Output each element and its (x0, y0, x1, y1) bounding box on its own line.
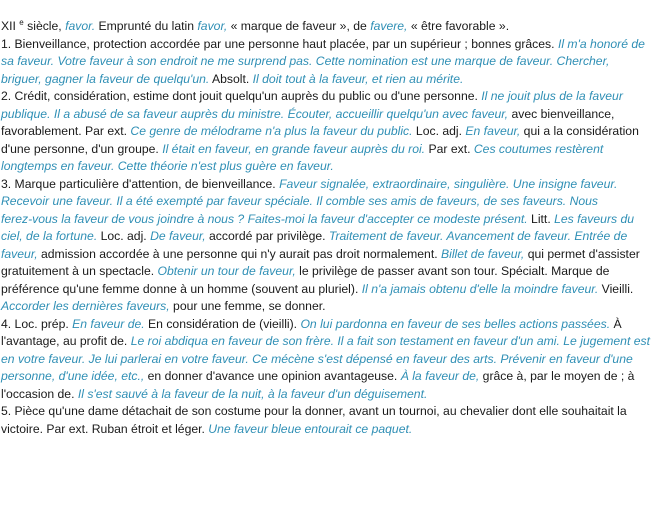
definition-text: le privilège de passer avant son tour. Spécialt. Marque de (295, 264, 610, 278)
definition-text: siècle, (23, 19, 66, 33)
entry-line (1, 106, 648, 124)
definition-text: XII (1, 19, 20, 33)
example-text: Il ne jouit plus de la faveur (481, 89, 623, 103)
definition-text: Loc. adj. (412, 124, 466, 138)
definition-text: Litt. (527, 211, 555, 226)
entry-line (1, 246, 648, 264)
entry-line (1, 351, 648, 369)
definition-text: 1. Bienveillance, protection accordée par une personne haut placée, par un supérieur ; bonnes grâces. (1, 36, 558, 51)
entry-line (1, 263, 648, 281)
example-text: publique. Il a abusé de sa faveur auprès du ministre. Écouter, accueillir quelqu'un avec faveur, (1, 106, 509, 121)
definition-text: accordé par privilège. (205, 229, 329, 243)
example-text: Il n'a jamais obtenu d'elle la moindre faveur. (361, 281, 599, 296)
entry-line (1, 36, 648, 54)
example-text: favere, (370, 19, 408, 33)
definition-text: pour une femme, se donner. (169, 299, 326, 313)
century-superscript: e (19, 18, 24, 27)
example-text: Accorder les dernières faveurs, (1, 299, 170, 313)
example-text: On lui pardonna en faveur de ses belles actions passées. (300, 316, 611, 331)
definition-text: Emprunté du latin (95, 19, 198, 33)
definition-text: Absolt. (209, 71, 253, 86)
example-text: De faveur, (150, 229, 206, 243)
example-text: Une faveur bleue entourait ce paquet. (208, 421, 413, 436)
definition-text: d'une personne, d'un groupe. (1, 141, 163, 156)
entry-line (1, 71, 648, 89)
entry-line (1, 368, 648, 386)
entry-line (1, 386, 648, 404)
definition-text: qui permet d'assister (524, 246, 640, 261)
definition-text: en donner d'avance une opinion avantageuse. (144, 369, 401, 383)
example-text: Ces coutumes restèrent (473, 141, 604, 156)
entry-line (1, 281, 648, 299)
entry-line (1, 193, 648, 211)
example-text: briguer, gagner la faveur de quelqu'un. (1, 71, 210, 86)
definition-text: avec bienveillance, (508, 106, 615, 121)
definition-text: qui a la considération (520, 124, 639, 138)
example-text: Faveur signalée, extraordinaire, singulière. Une insigne faveur. (279, 176, 618, 191)
example-text: faveur, (1, 246, 38, 261)
definition-text: 3. Marque particulière d'attention, de bienveillance. (1, 176, 280, 191)
example-text: personne, d'une idée, etc., (1, 369, 145, 383)
example-text: En faveur, (465, 124, 521, 138)
example-text: En faveur de. (72, 316, 145, 331)
example-text: Le roi abdiqua en faveur de son frère. Il a fait son testament en faveur d'un ami. Le jugement est (130, 334, 650, 348)
entry-line (1, 228, 648, 246)
definition-text: Par ext. (425, 141, 474, 156)
entry-line (1, 421, 648, 439)
definition-text: admission accordée à une personne qui n'y aurait pas droit normalement. (37, 246, 441, 261)
definition-text: préférence qu'une femme donne à un homme (souvent au pluriel). (1, 281, 362, 296)
definition-text: l'occasion de. (1, 386, 78, 401)
example-text: Traitement de faveur. Avancement de faveur. Entrée de (328, 229, 628, 243)
entry-line (1, 123, 648, 141)
example-text: longtemps en faveur. Cette théorie n'est plus guère en faveur. (1, 159, 334, 173)
definition-text: favorablement. Par ext. (1, 124, 131, 138)
entry-line (1, 18, 648, 36)
entry-line (1, 88, 648, 106)
example-text: À la faveur de, (400, 369, 480, 383)
definition-text: En considération de (vieilli). (144, 316, 301, 331)
example-text: favor. (65, 19, 96, 33)
example-text: favor, (197, 19, 228, 33)
entry-line (1, 141, 648, 159)
example-text: en votre faveur. Je lui parlerai en votre faveur. Ce mécène s'est dépensé en faveur des arts. Prévenir en faveur d'une (1, 351, 633, 366)
definition-text: « marque de faveur », de (227, 19, 371, 33)
definition-text: « être favorable ». (407, 19, 510, 33)
example-text: ferez-vous la faveur de vous joindre à nous ? Faites-moi la faveur d'accepter ce modeste présent. (1, 211, 528, 226)
definition-text: gratuitement à un spectacle. (1, 264, 158, 278)
entry-line (1, 333, 648, 351)
example-text: Obtenir un tour de faveur, (157, 264, 296, 278)
definition-text: l'avantage, au profit de. (1, 334, 131, 348)
example-text: Il m'a honoré de (557, 36, 645, 51)
example-text: Recevoir une faveur. Il a été exempté par faveur spéciale. Il comble ses amis de faveurs, de ses faveurs. Nous (1, 194, 599, 208)
definition-text: Loc. adj. (97, 229, 151, 243)
entry-line (1, 316, 648, 334)
entry-line (1, 211, 648, 229)
example-text: Ce genre de mélodrame n'a plus la faveur du public. (130, 124, 413, 138)
definition-text: 2. Crédit, considération, estime dont jouit quelqu'un auprès du public ou d'une personne. (1, 89, 482, 103)
example-text: sa faveur. Votre faveur à son endroit ne me surprend pas. Cette nomination est une marque de faveur. Chercher, (1, 54, 610, 68)
example-text: ciel, de la fortune. (1, 229, 98, 243)
example-text: Il doit tout à la faveur, et rien au mérite. (252, 71, 464, 86)
entry-line (1, 53, 648, 71)
definition-text: victoire. Par ext. Ruban étroit et léger. (1, 421, 209, 436)
definition-text: Vieilli. (598, 281, 634, 296)
definition-text: 5. Pièce qu'une dame détachait de son costume pour la donner, avant un tournoi, au chevalier dont elle souhaitait la (1, 404, 627, 418)
definition-text: grâce à, par le moyen de ; à (479, 369, 635, 383)
example-text: Billet de faveur, (440, 246, 525, 261)
example-text: Il était en faveur, en grande faveur auprès du roi. (162, 141, 426, 156)
entry-line (1, 158, 648, 176)
entry-line (1, 176, 648, 194)
example-text: Il s'est sauvé à la faveur de la nuit, à la faveur d'un déguisement. (77, 386, 428, 401)
definition-text: À (610, 316, 622, 331)
entry-line (1, 403, 648, 421)
example-text: Les faveurs du (554, 211, 635, 226)
entry-line (1, 298, 648, 316)
definition-text: 4. Loc. prép. (1, 316, 73, 331)
